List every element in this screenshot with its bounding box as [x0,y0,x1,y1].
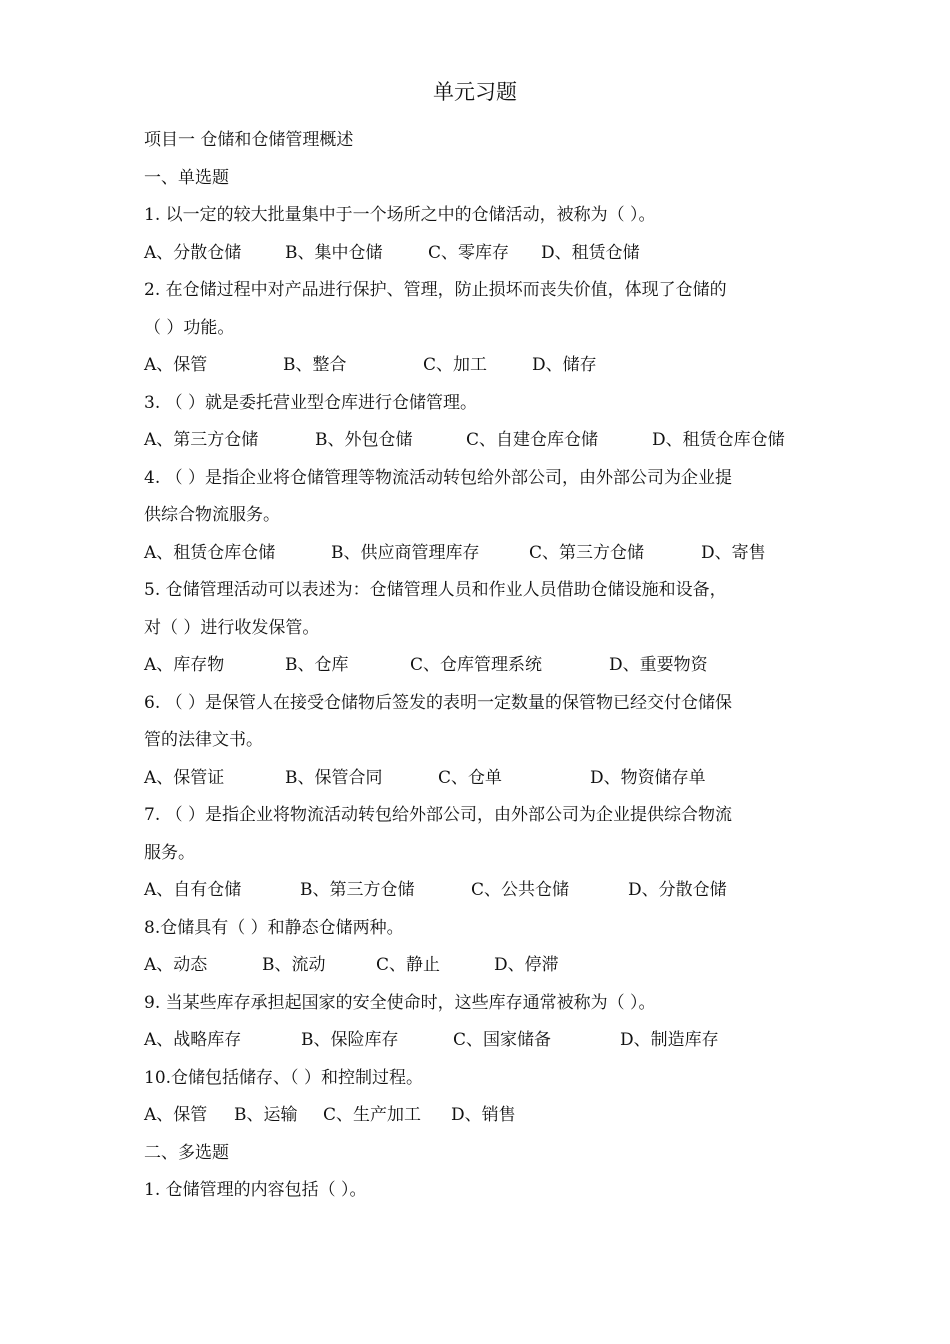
options-question-2 [144,347,824,385]
option-a: A、保管证 [144,767,225,788]
options-question-9 [144,1022,824,1060]
option-a: A、分散仓储 [144,242,242,263]
section-heading-multiple-choice: 二、多选题 [144,1142,229,1163]
option-a: A、租赁仓库仓储 [144,542,276,563]
section-heading-single-choice: 一、单选题 [144,167,229,188]
option-b: B、整合 [283,355,347,375]
question-7: 7. （ ）是指企业将物流活动转包给外部公司，由外部公司为企业提供综合物流 [144,805,733,825]
option-b: B、集中仓储 [285,242,383,263]
options-question-3 [144,422,824,460]
options-question-7 [144,872,824,910]
question-6: 6. （ ）是保管人在接受仓储物后签发的表明一定数量的保管物已经交付仓储保 [144,692,733,713]
option-c: C、第三方仓储 [529,542,645,563]
document-body [144,122,824,1210]
option-d: D、重要物资 [609,655,708,675]
option-b: B、仓库 [285,655,349,675]
question-8: 8.仓储具有（ ）和静态仓储两种。 [144,917,404,938]
option-d: D、物资储存单 [590,767,706,788]
option-c: C、生产加工 [323,1105,422,1125]
multi-question-1: 1. 仓储管理的内容包括（ ）。 [144,1180,367,1200]
question-9: 9. 当某些库存承担起国家的安全使命时，这些库存通常被称为（ ）。 [144,992,656,1013]
question-4-continued: 供综合物流服务。 [144,505,280,525]
option-c: C、零库存 [428,242,510,263]
option-b: B、外包仓储 [315,430,413,450]
option-c: C、仓单 [438,767,503,788]
option-a: A、自有仓储 [144,880,242,900]
option-c: C、静止 [376,955,441,975]
option-b: B、供应商管理库存 [331,542,480,563]
question-3: 3. （ ）就是委托营业型仓库进行仓储管理。 [144,392,478,413]
option-b: B、第三方仓储 [300,880,415,900]
option-c: C、自建仓库仓储 [466,430,599,450]
options-question-8 [144,947,824,985]
option-d: D、租赁仓储 [541,242,640,263]
option-c: C、国家储备 [453,1030,552,1050]
question-5-continued: 对（ ）进行收发保管。 [144,617,320,638]
question-4: 4. （ ）是指企业将仓储管理等物流活动转包给外部公司，由外部公司为企业提 [144,467,733,488]
option-b: B、运输 [234,1105,298,1125]
options-question-6 [144,760,824,798]
option-a: A、库存物 [144,655,225,675]
question-5: 5. 仓储管理活动可以表述为：仓储管理人员和作业人员借助仓储设施和设备， [144,580,727,600]
option-d: D、储存 [532,355,597,375]
option-c: C、公共仓储 [471,880,570,900]
option-b: B、保管合同 [285,767,383,788]
option-d: D、销售 [451,1105,516,1125]
options-question-10 [144,1097,824,1135]
option-c: C、仓库管理系统 [410,655,543,675]
question-1: 1. 以一定的较大批量集中于一个场所之中的仓储活动，被称为（ ）。 [144,205,656,225]
option-b: B、保险库存 [301,1030,399,1050]
options-question-5 [144,647,824,685]
option-d: D、寄售 [701,542,766,563]
option-a: A、第三方仓储 [144,430,259,450]
option-d: D、停滞 [494,955,559,975]
option-d: D、制造库存 [620,1030,719,1050]
option-a: A、保管 [144,1105,208,1125]
page-title: 单元习题 [433,80,517,104]
option-c: C、加工 [423,355,488,375]
options-question-4 [144,535,824,573]
question-2-continued: （ ）功能。 [144,317,235,338]
question-7-continued: 服务。 [144,842,195,863]
question-6-continued: 管的法律文书。 [144,730,263,750]
option-b: B、流动 [262,955,326,975]
option-a: A、战略库存 [144,1030,242,1050]
option-a: A、保管 [144,355,208,375]
option-d: D、分散仓储 [628,880,727,900]
option-d: D、租赁仓库仓储 [652,430,785,450]
options-question-1 [144,235,824,273]
project-heading: 项目一 仓储和仓储管理概述 [144,130,354,150]
question-10: 10.仓储包括储存、（ ）和控制过程。 [144,1067,423,1088]
option-a: A、动态 [144,955,208,975]
question-2: 2. 在仓储过程中对产品进行保护、管理，防止损坏而丧失价值，体现了仓储的 [144,280,727,300]
